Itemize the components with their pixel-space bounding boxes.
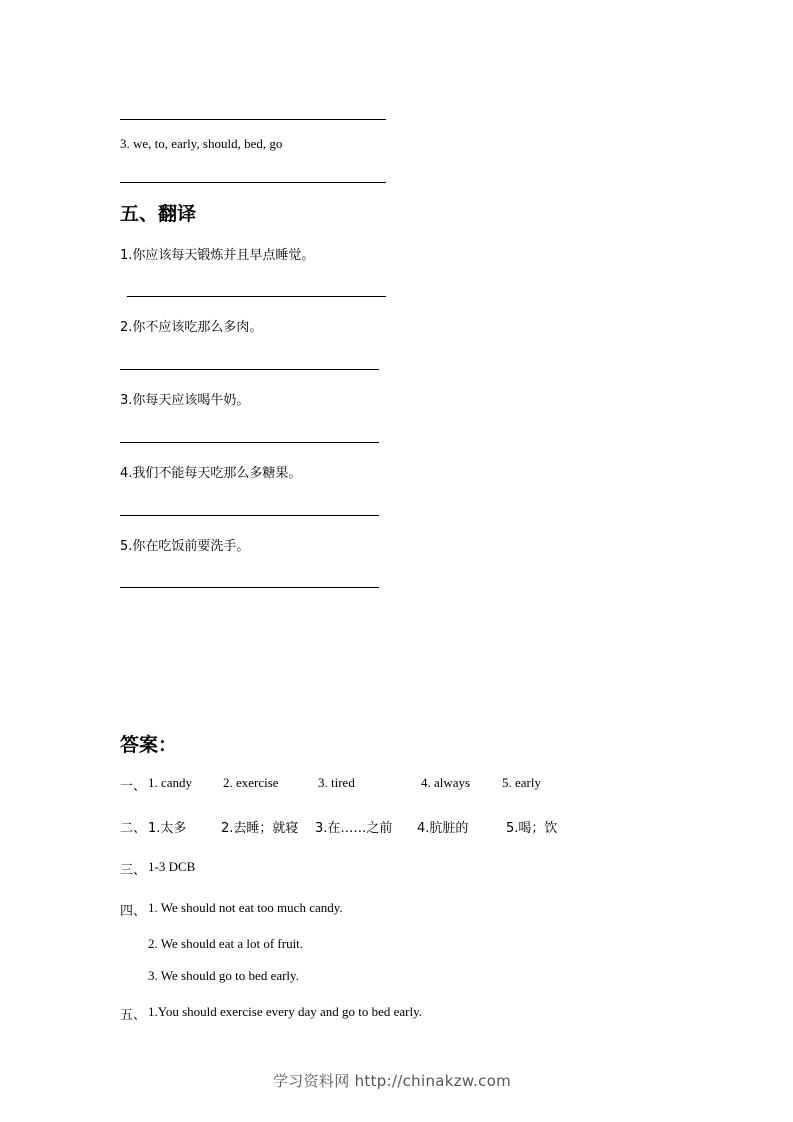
part5-item-4: 4.我们不能每天吃那么多糖果。 — [120, 466, 302, 481]
answers-section4-item-2: 2. We should eat a lot of fruit. — [148, 936, 304, 951]
part5-item-5: 5.你在吃饭前要洗手。 — [120, 539, 250, 554]
answers-section2-prefix: 二、 — [120, 821, 147, 836]
answers-section1-item-3: 3. tired — [318, 775, 355, 790]
answers-section4-prefix: 四、 — [120, 904, 147, 919]
answers-section5-text: 1.You should exercise every day and go to bed early. — [148, 1004, 423, 1019]
answers-section2-item-2: 2.去睡；就寝 — [221, 821, 299, 836]
answer-line-5-4 — [120, 515, 379, 516]
part5-item-3: 3.你每天应该喝牛奶。 — [120, 393, 250, 408]
answers-section5-prefix: 五、 — [120, 1008, 147, 1023]
part5-heading: 五、翻译 — [120, 203, 197, 225]
part4-item-3: 3. we, to, early, should, bed, go — [120, 136, 283, 151]
answers-section4-item-3: 3. We should go to bed early. — [148, 968, 299, 983]
answers-section3-prefix: 三、 — [120, 863, 147, 878]
footer-watermark: 学习资料网 http://chinakzw.com — [273, 1072, 512, 1090]
answers-section2-item-5: 5.喝；饮 — [506, 821, 558, 836]
answers-section1-item-1: 1. candy — [148, 775, 193, 790]
part5-item-2: 2.你不应该吃那么多肉。 — [120, 320, 263, 335]
answers-section1-prefix: 一、 — [120, 779, 147, 794]
answers-section2-item-3: 3.在……之前 — [315, 821, 393, 836]
answer-line-5-3 — [120, 442, 379, 443]
answer-line-4-3 — [120, 182, 386, 183]
answer-line-4-2 — [120, 119, 386, 120]
answers-section1-item-5: 5. early — [502, 775, 541, 790]
answers-section2-item-4: 4.肮脏的 — [417, 821, 469, 836]
answers-heading: 答案： — [120, 734, 178, 756]
answer-line-5-2 — [120, 369, 379, 370]
answers-section1-item-2: 2. exercise — [223, 775, 279, 790]
part5-item-1: 1.你应该每天锻炼并且早点睡觉。 — [120, 248, 315, 263]
answer-line-5-5 — [120, 587, 379, 588]
answers-section3-text: 1-3 DCB — [148, 859, 196, 874]
answer-line-5-1 — [127, 296, 386, 297]
answers-section4-item-1: 1. We should not eat too much candy. — [148, 900, 343, 915]
answers-section2-item-1: 1.太多 — [148, 821, 187, 836]
answers-section1-item-4: 4. always — [421, 775, 471, 790]
